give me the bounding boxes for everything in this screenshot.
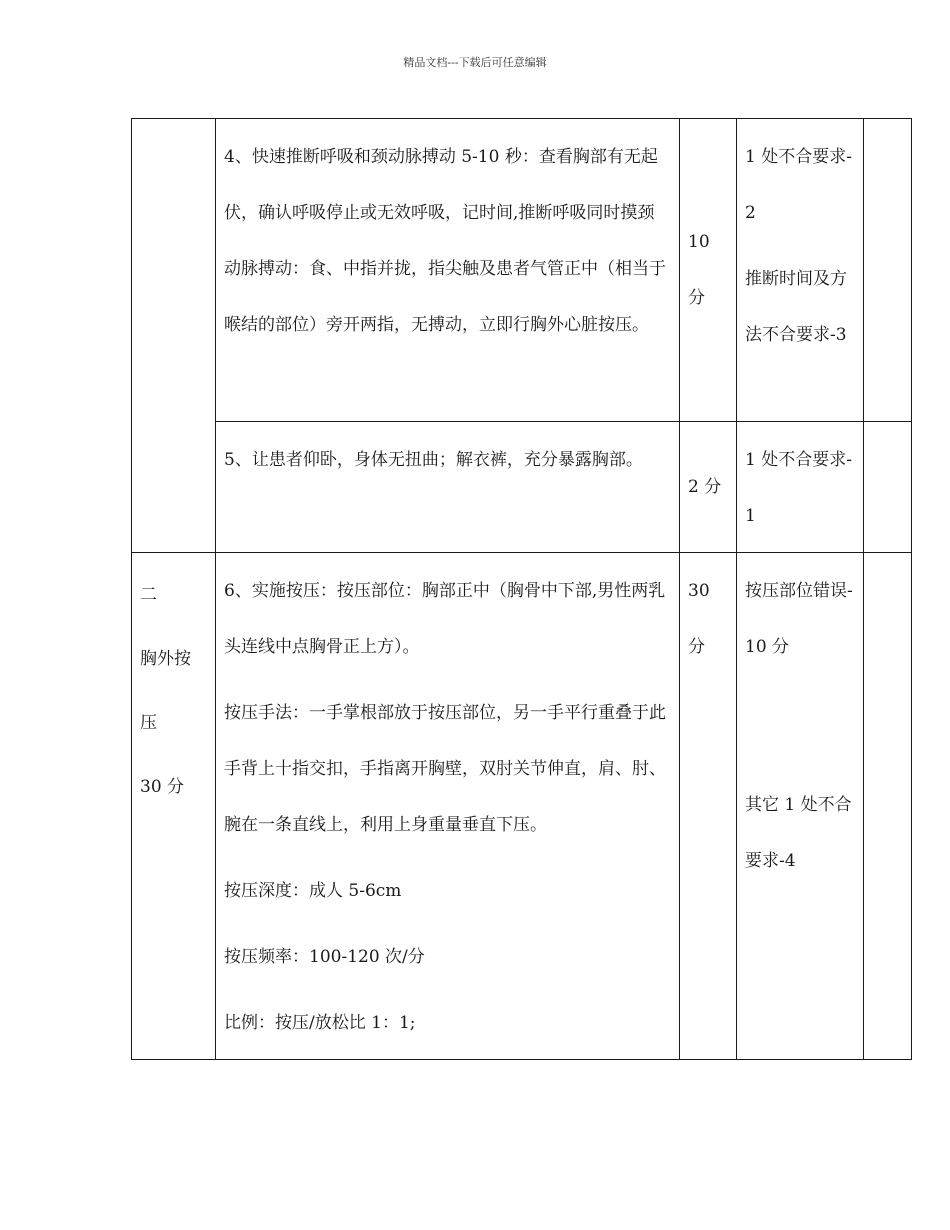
step-content-cell: [216, 119, 680, 422]
category-points: 30 分: [140, 777, 185, 797]
score-value: 10 分: [688, 232, 710, 308]
score-cell: [680, 422, 737, 553]
category-title: 胸外按压: [140, 649, 191, 733]
category-number: 二: [140, 585, 157, 605]
compression-depth-text: 按压深度：成人 5-6cm: [224, 881, 402, 901]
score-value: 2 分: [688, 477, 722, 497]
criteria-cell: [737, 422, 864, 553]
remark-cell: [864, 119, 912, 422]
table-row: [132, 553, 912, 1060]
criteria-item: 按压部位错误-10 分: [745, 581, 853, 657]
criteria-item: 1 处不合要求-2: [745, 147, 852, 223]
compression-rate-text: 按压频率：100-120 次/分: [224, 947, 425, 967]
step-content-cell: [216, 553, 680, 1060]
table-row: [132, 119, 912, 422]
score-value: 30 分: [688, 581, 710, 657]
step-6-text: 6、实施按压：按压部位：胸部正中（胸骨中下部,男性两乳头连线中点胸骨正上方）。: [224, 581, 666, 657]
remark-cell: [864, 553, 912, 1060]
criteria-cell: [737, 119, 864, 422]
scoring-table: [131, 118, 912, 1060]
compression-method-text: 按压手法：一手掌根部放于按压部位，另一手平行重叠于此手背上十指交扣，手指离开胸壁，双肘关节伸直，肩、肘、腕在一条直线上，利用上身重量垂直下压。: [224, 703, 666, 835]
criteria-item: 1 处不合要求-1: [745, 450, 852, 526]
score-cell: [680, 553, 737, 1060]
table-row: [132, 422, 912, 553]
step-4-text: 4、快速推断呼吸和颈动脉搏动 5-10 秒：查看胸部有无起伏，确认呼吸停止或无效呼吸，记时间,推断呼吸同时摸颈动脉搏动：食、中指并拢，指尖触及患者气管正中（相当于喉结的部位）旁开两指，无搏动，立即行胸外心脏按压。: [224, 147, 666, 335]
step-5-text: 5、让患者仰卧，身体无扭曲；解衣裤，充分暴露胸部。: [224, 450, 643, 470]
spacer: [745, 685, 855, 777]
criteria-cell: [737, 553, 864, 1060]
score-cell: [680, 119, 737, 422]
category-cell: [132, 553, 216, 1060]
compression-ratio-text: 比例：按压/放松比 1：1;: [224, 1013, 416, 1033]
step-content-cell: [216, 422, 680, 553]
category-cell: [132, 119, 216, 553]
page-header: 精品文档---下载后可任意编辑: [403, 56, 547, 69]
remark-cell: [864, 422, 912, 553]
criteria-item: 推断时间及方法不合要求-3: [745, 269, 847, 345]
criteria-item: 其它 1 处不合要求-4: [745, 795, 852, 871]
